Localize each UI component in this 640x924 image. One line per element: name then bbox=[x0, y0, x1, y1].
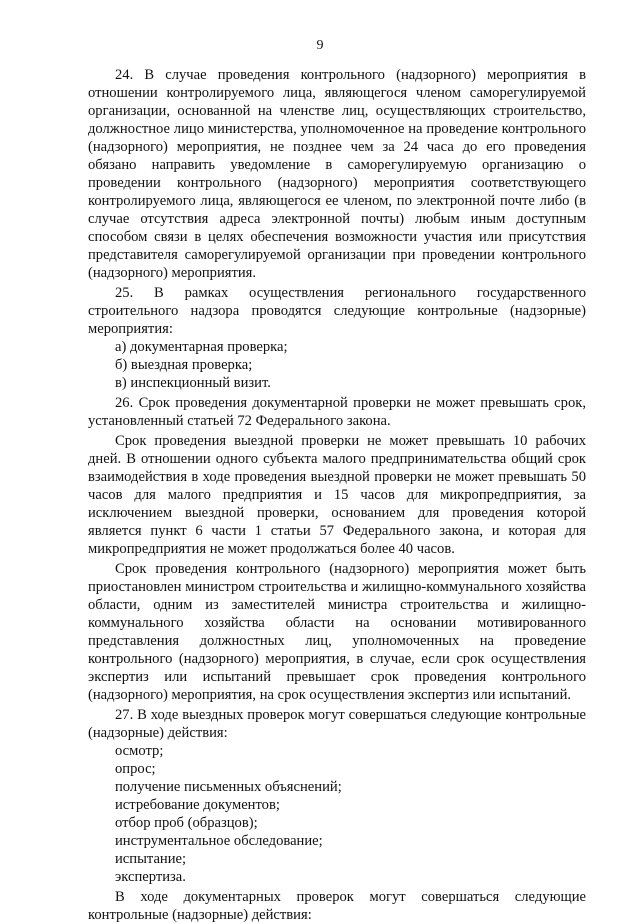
list-item: инструментальное обследование; bbox=[115, 833, 323, 849]
list-item: опрос; bbox=[115, 761, 156, 777]
list-item: в) инспекционный визит. bbox=[115, 375, 271, 391]
paragraph-documentary-actions: В ходе документарных проверок могут совершаться следующие контрольные (надзорные) действия: bbox=[88, 889, 586, 923]
paragraph-suspension: Срок проведения контрольного (надзорного) мероприятия может быть приостановлен министром строительства и жилищно-коммунального хозяйства области, одним из заместителей министра строительства и жилищно-коммунального хозяйства области на основании мотивированного представления должностных лиц, уполномоченных на проведение контрольного (надзорного) мероприятия, в случае, если срок осуществления экспертиз или испытаний превышает срок проведения контрольного (надзорного) мероприятия, на срок осуществления экспертиз или испытаний. bbox=[88, 561, 586, 703]
list-item: истребование документов; bbox=[115, 797, 280, 813]
paragraph-27: 27. В ходе выездных проверок могут совершаться следующие контрольные (надзорные) действия: bbox=[88, 707, 586, 741]
paragraph-25: 25. В рамках осуществления регионального государственного строительного надзора проводятся следующие контрольные (надзорные) мероприятия: bbox=[88, 285, 586, 337]
list-item: осмотр; bbox=[115, 743, 164, 759]
paragraph-24: 24. В случае проведения контрольного (надзорного) мероприятия в отношении контролируемого лица, являющегося членом саморегулируемой организации, основанной на членстве лиц, осуществляющих строительство, должностное лицо министерства, уполномоченное на проведение контрольного (надзорного) мероприятия, не позднее чем за 24 часа до его проведения обязано направить уведомление в саморегулируемую организацию о проведении контрольного (надзорного) мероприятия соответствующего контролируемого лица, являющегося ее членом, по электронной почте либо (в случае отсутствия адреса электронной почты) любым иным доступным способом связи в целях обеспечения возможности участия или присутствия представителя саморегулируемой организации при проведении контрольного (надзорного) мероприятия. bbox=[88, 67, 586, 281]
list-item: экспертиза. bbox=[115, 869, 186, 885]
list-item: отбор проб (образцов); bbox=[115, 815, 258, 831]
paragraph-onsite-term: Срок проведения выездной проверки не может превышать 10 рабочих дней. В отношении одного субъекта малого предпринимательства общий срок взаимодействия в ходе проведения выездной проверки не может превышать 50 часов для малого предприятия и 15 часов для микропредприятия, за исключением выездной проверки, основанием для проведения которой является пункт 6 части 1 статьи 57 Федерального закона, и которая для микропредприятия не может продолжаться более 40 часов. bbox=[88, 433, 586, 557]
list-item: получение письменных объяснений; bbox=[115, 779, 342, 795]
document-body bbox=[88, 66, 586, 924]
list-item: а) документарная проверка; bbox=[115, 339, 288, 355]
paragraph-26: 26. Срок проведения документарной проверки не может превышать срок, установленный статьей 72 Федерального закона. bbox=[88, 395, 586, 429]
page-number: 9 bbox=[316, 38, 324, 53]
list-item: б) выездная проверка; bbox=[115, 357, 253, 373]
list-item: испытание; bbox=[115, 851, 187, 867]
